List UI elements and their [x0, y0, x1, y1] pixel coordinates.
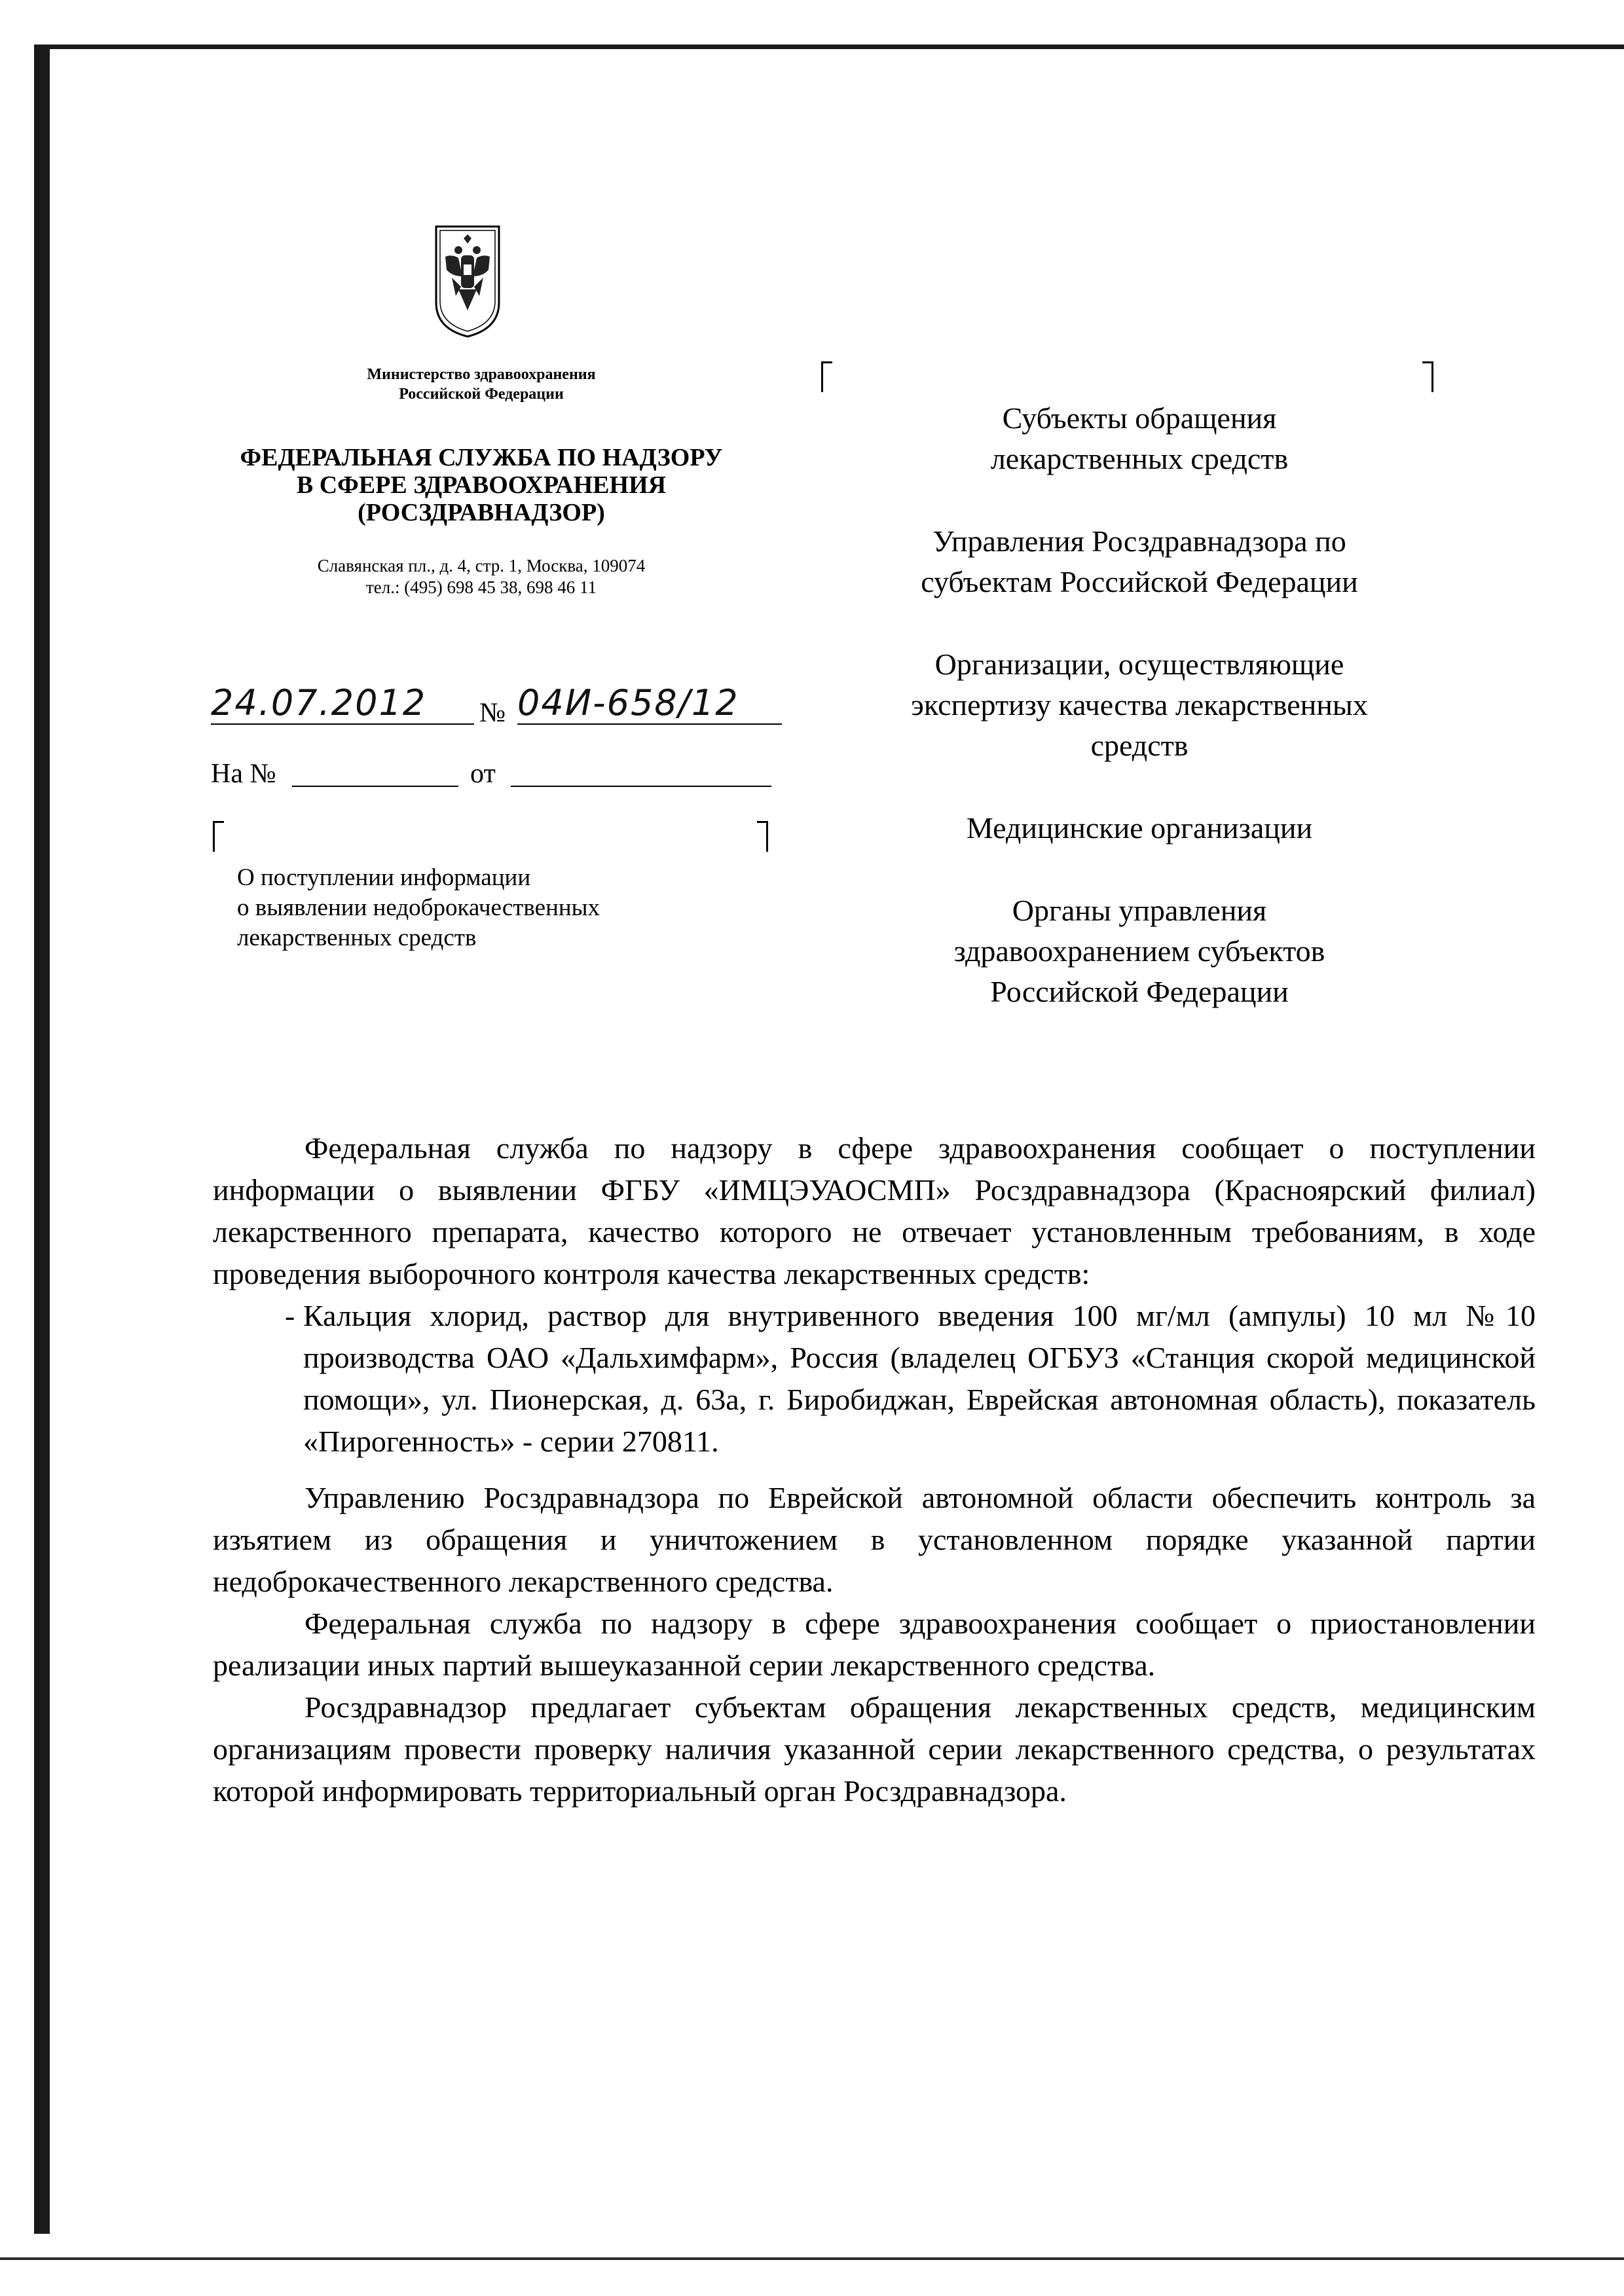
recipient — [832, 644, 1447, 766]
subject-bracket-right — [757, 821, 768, 852]
bullet-dash: - — [285, 1299, 295, 1332]
recipient — [832, 398, 1447, 479]
handwritten-date: 24.07.2012 — [211, 682, 427, 723]
scan-top-border — [34, 45, 1624, 49]
reply-number-line — [292, 786, 458, 787]
letter-subject — [237, 863, 800, 953]
bullet-text: Кальция хлорид, раствор для внутривенного введения 100 мг/мл (ампулы) 10 мл №10 производства ОАО «Дальхимфарм», Россия (владелец ОГБУЗ «Станция скорой медицинской помощи», ул. Пионерская, д. 63а, г. Биробиджан, Еврейская автономная область), показатель «Пирогенность» - серии 270811. — [303, 1299, 1536, 1458]
agency-line: В СФЕРЕ ЗДРАВООХРАНЕНИЯ — [296, 471, 667, 499]
body-paragraph: Управлению Росздравнадзора по Еврейской автономной области обеспечить контроль за изъятием из обращения и уничтожением в установленном порядке указанной партии недоброкачественного лекарственного средства. — [213, 1481, 1536, 1598]
recipient-line: лекарственных средств — [990, 442, 1289, 475]
number-underline — [517, 723, 782, 725]
recipient — [832, 808, 1447, 848]
recipient-line: Органы управления — [1012, 894, 1267, 927]
recipient-line: Медицинские организации — [966, 811, 1313, 845]
handwritten-number: 04И-658/12 — [517, 682, 739, 723]
coat-of-arms-icon — [432, 224, 503, 338]
ministry-line: Министерство здравоохранения — [367, 366, 596, 383]
date-underline — [211, 723, 474, 725]
body-paragraph: Росздравнадзор предлагает субъектам обращения лекарственных средств, медицинским организациям провести проверку наличия указанной серии лекарственного средства, о результатах которой информировать территориальный орган Росздравнадзора. — [213, 1690, 1536, 1808]
ministry-name — [157, 365, 805, 404]
subject-line: лекарственных средств — [237, 924, 477, 951]
recipient-line: Субъекты обращения — [1002, 401, 1277, 435]
agency-line: (РОСЗДРАВНАДЗОР) — [358, 499, 605, 526]
bullet-item — [285, 1295, 1536, 1463]
subject-bracket-left — [213, 821, 224, 852]
registration-row — [211, 683, 787, 729]
recipient-line: средств — [1090, 729, 1189, 762]
body-paragraph: Федеральная служба по надзору в сфере здравоохранения сообщает о поступлении информации о выявлении ФГБУ «ИМЦЭУАОСМП» Росздравнадзора (Красноярский филиал) лекарственного препарата, качество которого не отвечает установленным требованиям, в ходе проведения выборочного контроля качества лекарственных средств: — [213, 1131, 1536, 1290]
recipient — [832, 521, 1447, 602]
recipient-line: Управления Росздравнадзора по — [932, 524, 1346, 558]
letter-body — [213, 1127, 1536, 1812]
address-bracket-left — [821, 361, 832, 392]
recipient — [832, 890, 1447, 1012]
recipient-line: субъектам Российской Федерации — [921, 565, 1358, 598]
ministry-line: Российской Федерации — [399, 386, 564, 403]
address-bracket-right — [1422, 361, 1433, 392]
recipient-line: экспертизу качества лекарственных — [911, 688, 1368, 721]
number-label: № — [479, 698, 506, 728]
reply-date-line — [511, 786, 771, 787]
agency-line: ФЕДЕРАЛЬНАЯ СЛУЖБА ПО НАДЗОРУ — [240, 444, 723, 471]
body-paragraph: Федеральная служба по надзору в сфере здравоохранения сообщает о приостановлении реализации иных партий вышеуказанной серии лекарственного средства. — [213, 1607, 1536, 1682]
scan-bottom-border — [0, 2257, 1624, 2260]
agency-address: Славянская пл., д. 4, стр. 1, Москва, 109074 — [317, 556, 646, 575]
recipient-line: здравоохранением субъектов — [953, 934, 1325, 968]
subject-line: о выявлении недоброкачественных — [237, 894, 600, 921]
agency-name — [157, 444, 805, 526]
subject-line: О поступлении информации — [237, 864, 531, 891]
reply-reference-row — [211, 753, 787, 790]
agency-phone: тел.: (495) 698 45 38, 698 46 11 — [366, 577, 597, 597]
recipient-line: Российской Федерации — [990, 975, 1289, 1008]
reply-from-label: от — [470, 759, 496, 789]
recipients-block — [832, 398, 1447, 1054]
reply-number-label: На № — [211, 759, 276, 789]
agency-contacts — [157, 555, 805, 598]
scan-left-border — [34, 47, 50, 2234]
recipient-line: Организации, осуществляющие — [934, 647, 1344, 681]
